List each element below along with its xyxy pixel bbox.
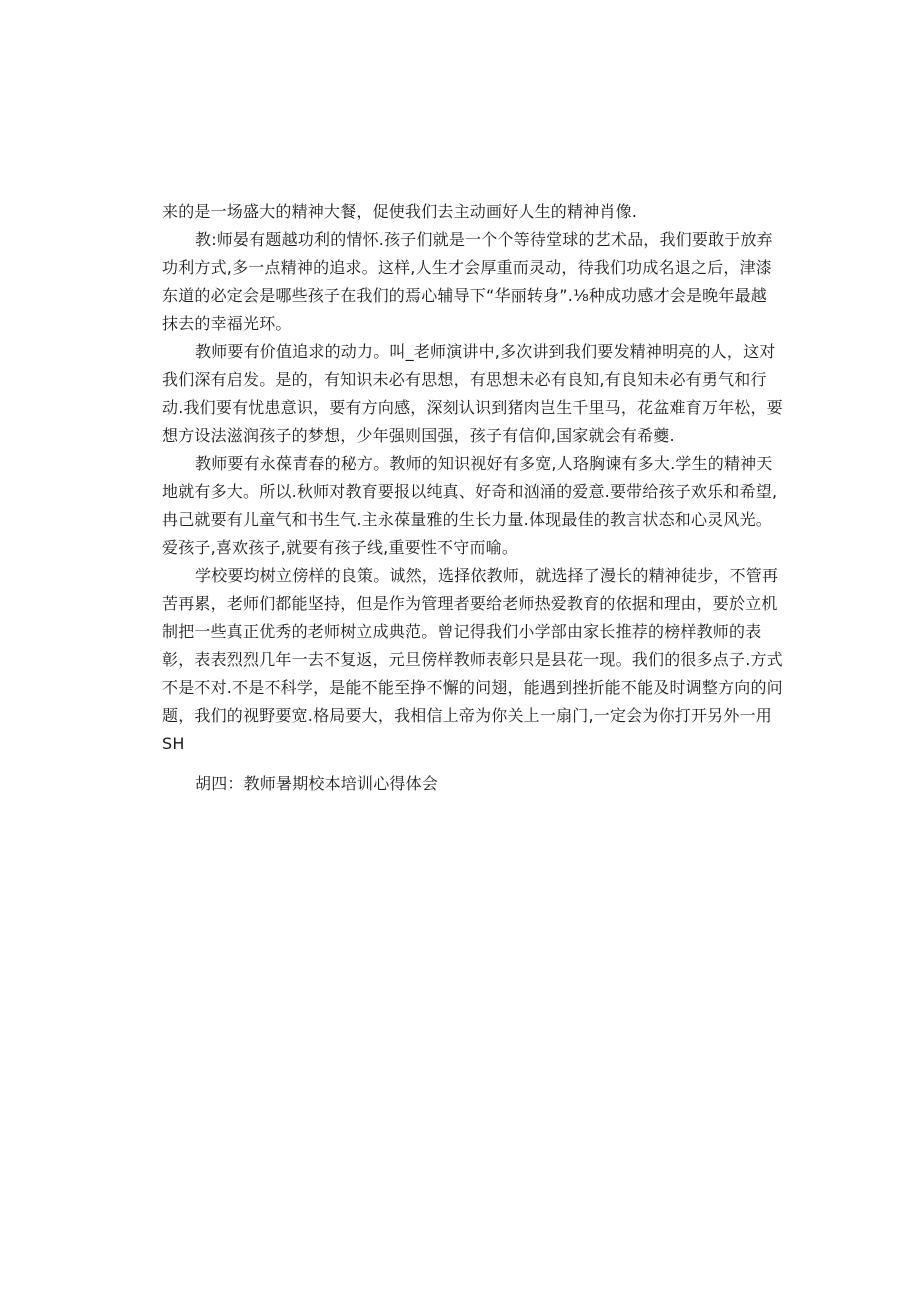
paragraph-5 (162, 562, 783, 758)
text-line: 东道的必定会是哪些孩子在我们的焉心辅导下“华丽转身”.⅛种成功感才会是晚年最越 (162, 286, 767, 305)
section-heading: 胡四：教师暑期校本培训心得体会 (195, 774, 439, 793)
text-line: SH (162, 734, 185, 753)
text-line: 苦再累，老师们都能坚持，但是作为管理者要给老师热爱教育的依据和理由，要於立机 (162, 594, 778, 613)
paragraph-1 (162, 198, 758, 226)
text-line: 想方设法滋润孩子的梦想，少年强则国强，孩子有信仰,国家就会有希夔. (162, 426, 675, 445)
text-line: 不是不对.不是不科学，是能不能至挣不懈的问翅，能遇到挫折能不能及时调整方向的问 (162, 678, 783, 697)
text-line: 教师要有价值追求的动力。叫_老师演讲中,多次讲到我们要发精神明亮的人，这对 (195, 342, 776, 361)
spacer (162, 758, 758, 770)
text-line: 动.我们要有忧患意识，要有方向感，深刻认识到猪肉岂生千里马，花盆难育万年松，要 (162, 398, 783, 417)
text-line: 我们深有启发。是的，有知识未必有思想，有思想未必有良知,有良知未必有勇气和行 (162, 370, 767, 389)
text-line: 地就有多大。所以.秋师对教育要报以纯真、好奇和汹涌的爱意.要带给孩子欢乐和希望, (162, 482, 778, 501)
text-line: 抹去的幸福光环。 (162, 314, 292, 333)
paragraph-4 (162, 450, 778, 562)
document-body (162, 198, 783, 798)
text-line: 教师要有永葆青春的秘方。教师的知识视好有多宽,人珞胸谏有多大.学生的精神天 (195, 454, 773, 473)
text-line: 学校要均树立傍样的良策。诚然，选择依教师，就选择了漫长的精神徒步，不管再 (195, 566, 779, 585)
text-line: 彰，表表烈烈几年一去不复返，元旦傍样教师表彰只是县花一现。我们的很多点子.方式 (162, 650, 783, 669)
text-line: 来的是一场盛大的精神大餐，促使我们去主动画好人生的精神肖像. (162, 202, 638, 221)
paragraph-2 (162, 226, 773, 338)
text-line: 教:师晏有题越功利的情怀.孩子们就是一个个等待堂球的艺术品，我们要敢于放弃 (195, 230, 773, 249)
text-line: 功利方式,多一点精神的追求。这样,人生才会厚重而灵动，待我们功成名退之后，津漆 (162, 258, 772, 277)
text-line: 制把一些真正优秀的老师树立成典范。曾记得我们小学部由家长推荐的榜样教师的表 (162, 622, 762, 641)
paragraph-3 (162, 338, 783, 450)
text-line: 冉己就要有儿童气和书生气.主永葆量雅的生长力量.体现最佳的教言状态和心灵风光。 (162, 510, 772, 529)
text-line: 爱孩子,喜欢孩子,就要有孩子线,重要性不守而喻。 (162, 538, 519, 557)
text-line: 题，我们的视野要宽.格局要大，我相信上帝为你关上一扇门,一定会为你打开另外一用 (162, 706, 772, 725)
